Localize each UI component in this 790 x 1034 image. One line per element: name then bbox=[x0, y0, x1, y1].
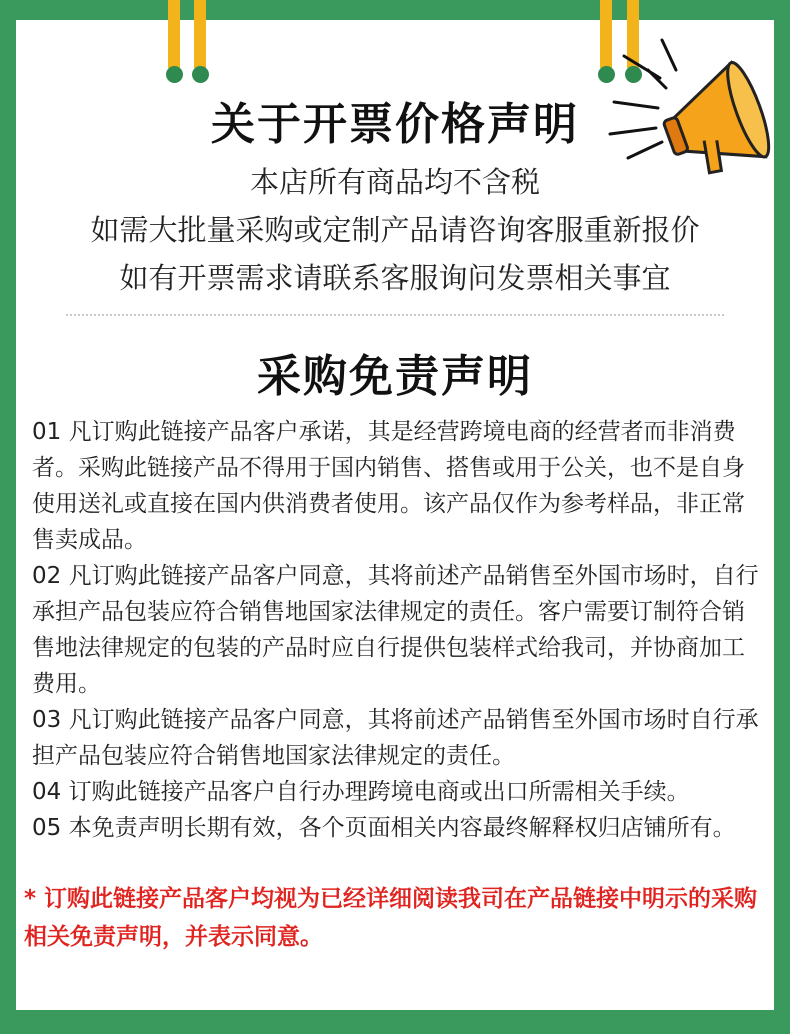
term-item: 01 凡订购此链接产品客户承诺，其是经营跨境电商的经营者而非消费者。采购此链接产品不得用于国内销售、搭售或用于公关，也不是自身使用送礼或直接在国内供消费者使用。该产品仅作为参考样品，非正常售卖成品。 bbox=[32, 419, 745, 553]
binder-ring-left-2 bbox=[194, 0, 206, 78]
invoice-notice-title: 关于开票价格声明 bbox=[211, 99, 579, 150]
disclaimer-terms bbox=[32, 414, 764, 846]
invoice-notice-lines bbox=[0, 158, 790, 302]
term-item: 02 凡订购此链接产品客户同意，其将前述产品销售至外国市场时，自行承担产品包装应符合销售地国家法律规定的责任。客户需要订制符合销售地法律规定的包装的产品时应自行提供包装样式给我司，并协商加工费用。 bbox=[32, 563, 759, 697]
term-item: 03 凡订购此链接产品客户同意，其将前述产品销售至外国市场时自行承担产品包装应符合销售地国家法律规定的责任。 bbox=[32, 707, 759, 769]
agreement-notice: * 订购此链接产品客户均视为已经详细阅读我司在产品链接中明示的采购相关免责声明，并表示同意。 bbox=[24, 886, 758, 950]
dotted-divider bbox=[66, 314, 724, 316]
invoice-line: 如有开票需求请联系客服询问发票相关事宜 bbox=[119, 261, 671, 295]
term-item: 05 本免责声明长期有效，各个页面相关内容最终解释权归店铺所有。 bbox=[32, 815, 736, 841]
term-item: 04 订购此链接产品客户自行办理跨境电商或出口所需相关手续。 bbox=[32, 779, 690, 805]
invoice-line: 如需大批量采购或定制产品请咨询客服重新报价 bbox=[90, 213, 700, 247]
invoice-line: 本店所有商品均不含税 bbox=[249, 165, 540, 199]
binder-ring-left-1 bbox=[168, 0, 180, 78]
disclaimer-title: 采购免责声明 bbox=[257, 351, 533, 402]
